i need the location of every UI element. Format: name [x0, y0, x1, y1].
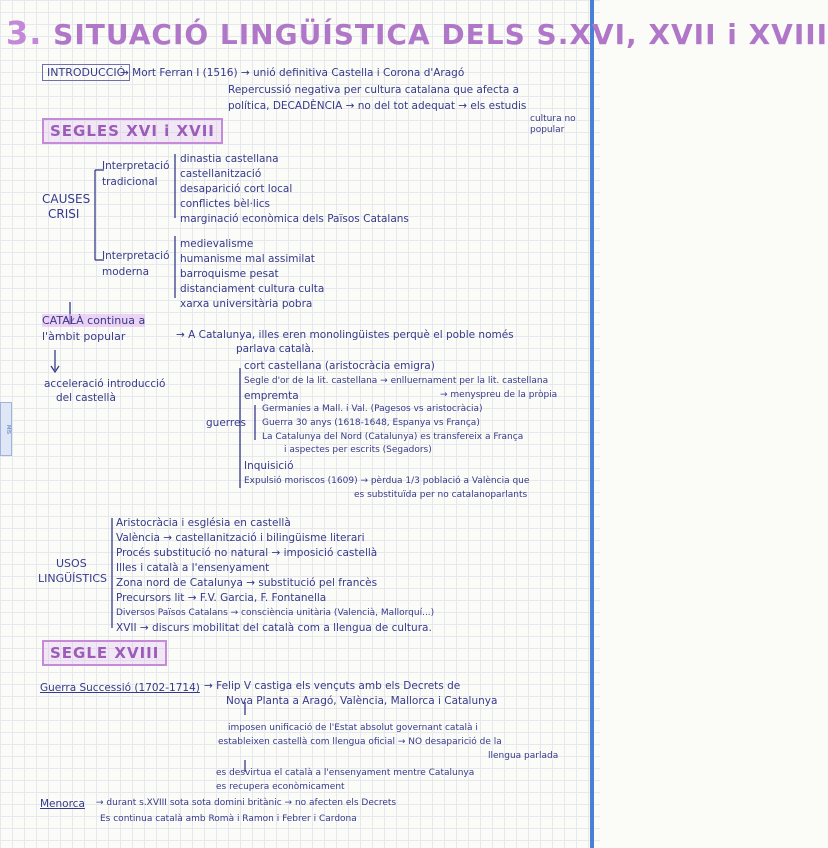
catala-line-1: CATALÀ continua a — [42, 314, 146, 327]
title-text: SITUACIÓ LINGÜÍSTICA DELS S.XVI, XVII i XVIII — [53, 18, 828, 51]
xviii-line-2: Nova Planta a Aragó, València, Mallorca i Catalunya — [226, 695, 498, 707]
acc-item-6: guerres — [206, 417, 246, 429]
acc-label-1: acceleració introducció — [44, 378, 166, 390]
usos-label-1: USOS — [56, 557, 87, 570]
acc-item-1: cort castellana (aristocràcia emigra) — [244, 360, 435, 372]
acc-item-11: Expulsió moriscos (1609) → pèrdua 1/3 població a València que — [244, 476, 530, 486]
acc-item-12: es substituïda per no catalanoparlants — [354, 490, 528, 500]
intro-line-2: Repercussió negativa per cultura catalana que afecta a — [228, 84, 520, 96]
usos-label-2: LINGÜÍSTICS — [38, 572, 108, 585]
section-segles-xvi-xvii: SEGLES XVI i XVII — [42, 118, 223, 144]
usos-item-7: Diversos Països Catalans → consciència unitària (Valencià, Mallorquí...) — [116, 608, 435, 618]
side-tab-label: MIS — [0, 402, 12, 456]
causes-label-1: CAUSES — [42, 192, 91, 206]
xviii-line-3: imposen unificació de l'Estat absolut governant català i — [228, 723, 478, 733]
intro-line-3: política, DECADÈNCIA → no del tot adequat → els estudis — [228, 100, 527, 112]
usos-item-5: Zona nord de Catalunya → substitució pel francès — [116, 577, 378, 589]
acc-item-2: Segle d'or de la lit. castellana → enlluernament per la lit. castellana — [244, 376, 549, 386]
intro-line-5: popular — [530, 125, 565, 135]
section-segle-xviii: SEGLE XVIII — [42, 640, 167, 666]
mod-item-3: barroquisme pesat — [180, 268, 279, 280]
trad-item-1: dinastia castellana — [180, 153, 279, 165]
catala-arrow-text-2: parlava català. — [236, 343, 315, 355]
catala-arrow-text: → A Catalunya, illes eren monolingüistes perquè el poble només — [176, 329, 514, 341]
acc-item-3: empremta — [244, 390, 299, 402]
usos-item-6: Precursors lit → F.V. Garcia, F. Fontanella — [116, 592, 327, 604]
acc-item-4: → menyspreu de la pròpia — [440, 390, 558, 400]
xviii-line-7: es recupera econòmicament — [216, 782, 345, 792]
trad-label-1: Interpretació — [102, 160, 170, 172]
guerra-successio: Guerra Successió (1702-1714) — [40, 682, 200, 694]
usos-item-1: Aristocràcia i església en castellà — [116, 517, 291, 529]
mod-label-2: moderna — [102, 266, 149, 278]
acc-item-9: i aspectes per escrits (Segadors) — [284, 445, 432, 455]
intro-line-1: → Mort Ferran I (1516) → unió definitiva Castella i Corona d'Aragó — [120, 67, 465, 79]
menorca-label: Menorca — [40, 798, 85, 810]
acc-label-2: del castellà — [56, 392, 116, 404]
menorca-line-2: Es continua català amb Romà i Ramon i Febrer i Cardona — [100, 814, 357, 824]
xviii-line-1: → Felip V castiga els vençuts amb els Decrets de — [204, 680, 461, 692]
catala-line-2: l'àmbit popular — [42, 330, 126, 343]
trad-item-5: marginació econòmica dels Països Catalans — [180, 213, 409, 225]
trad-item-4: conflictes bèl·lics — [180, 198, 270, 210]
intro-label: INTRODUCCIÓ — [42, 64, 130, 81]
trad-label-2: tradicional — [102, 176, 158, 188]
mod-item-4: distanciament cultura culta — [180, 283, 325, 295]
trad-item-2: castellanització — [180, 168, 262, 180]
causes-label-2: CRISI — [48, 207, 80, 221]
acc-item-7: Guerra 30 anys (1618-1648, Espanya vs França) — [262, 418, 480, 428]
menorca-line-1: → durant s.XVIII sota sota domini britànic → no afecten els Decrets — [96, 798, 397, 808]
usos-item-8: XVII → discurs mobilitat del català com a llengua de cultura. — [116, 622, 432, 634]
acc-item-10: Inquisició — [244, 460, 294, 472]
usos-item-2: València → castellanització i bilingüisme literari — [116, 532, 365, 544]
xviii-line-5: llengua parlada — [488, 751, 559, 761]
acc-item-8: La Catalunya del Nord (Catalunya) es transfereix a França — [262, 432, 524, 442]
mod-label-1: Interpretació — [102, 250, 170, 262]
xviii-line-6: es desvirtua el català a l'ensenyament mentre Catalunya — [216, 768, 475, 778]
xviii-line-4: estableixen castellà com llengua oficial → NO desaparició de la — [218, 737, 502, 747]
mod-item-5: xarxa universitària pobra — [180, 298, 313, 310]
mod-item-1: medievalisme — [180, 238, 254, 250]
usos-item-4: Illes i català a l'ensenyament — [116, 562, 270, 574]
acc-item-5: Germanies a Mall. i Val. (Pagesos vs aristocràcia) — [262, 404, 483, 414]
trad-item-3: desaparició cort local — [180, 183, 293, 195]
mod-item-2: humanisme mal assimilat — [180, 253, 315, 265]
intro-line-4: cultura no — [530, 114, 576, 124]
usos-item-3: Procés substitució no natural → imposició castellà — [116, 547, 378, 559]
title-number: 3. — [6, 14, 43, 52]
